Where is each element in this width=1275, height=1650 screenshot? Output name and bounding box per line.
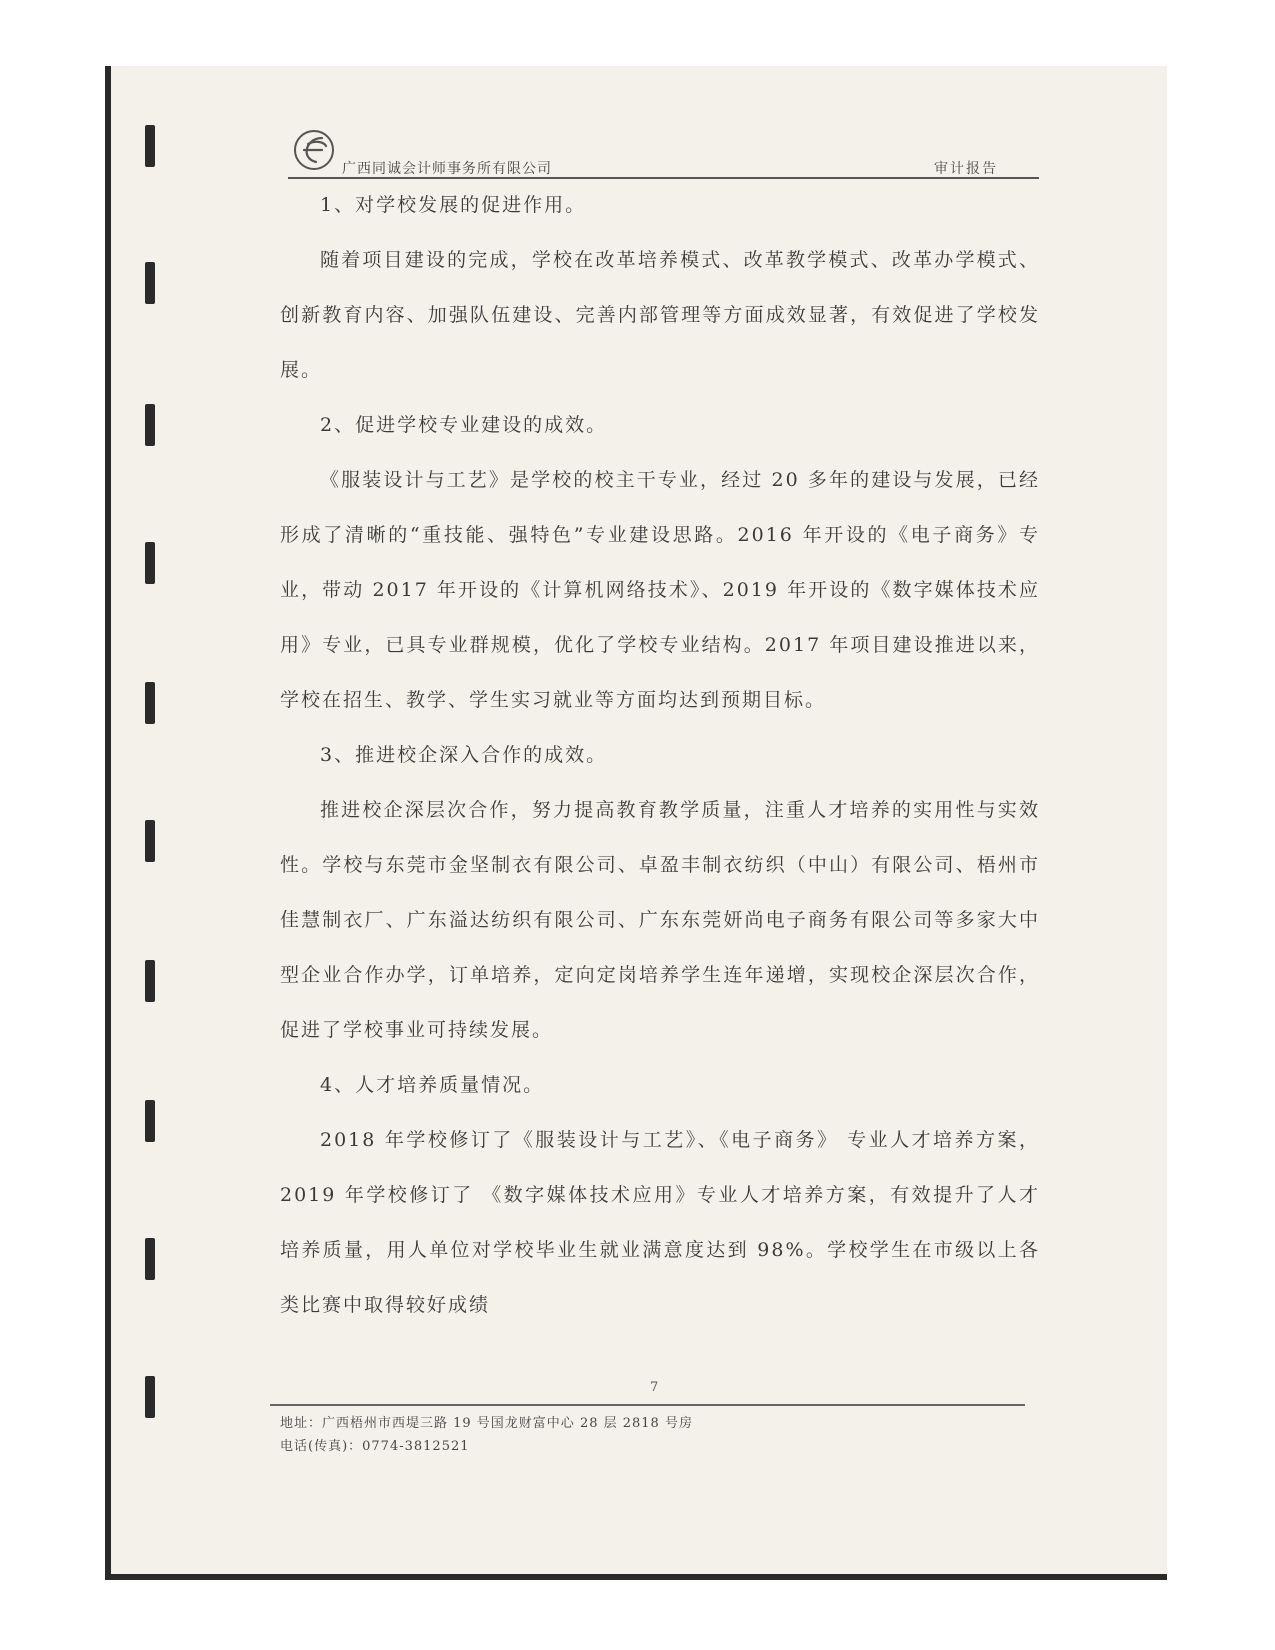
binding-hole: [145, 1100, 155, 1142]
binding-hole: [145, 682, 155, 724]
body-paragraph: 随着项目建设的完成，学校在改革培养模式、改革教学模式、改革办学模式、创新教育内容、加强队伍建设、完善内部管理等方面成效显著，有效促进了学校发展。: [280, 249, 1040, 381]
footer-phone: 电话(传真)：0774-3812521: [280, 1439, 470, 1454]
binding-hole: [145, 820, 155, 862]
binding-hole: [145, 125, 155, 167]
document-body: [280, 178, 1040, 1333]
binding-hole: [145, 1376, 155, 1418]
section-heading: 2、促进学校专业建设的成效。: [320, 414, 608, 436]
company-name: 广西同诚会计师事务所有限公司: [342, 161, 552, 177]
page-number: 7: [650, 1380, 659, 1395]
body-paragraph: 《服装设计与工艺》是学校的校主干专业，经过 20 多年的建设与发展，已经形成了清晰的“重技能、强特色”专业建设思路。2016 年开设的《电子商务》专业，带动 2017 年开设的《计算机网络技术》、2019 年开设的《数字媒体技术应用》专业，已具专业群规模，优化了学校专业结构。2017 年项目建设推进以来，学校在招生、教学、学生实习就业等方面均达到预期目标。: [280, 469, 1040, 711]
binding-hole: [145, 542, 155, 584]
binding-hole: [145, 1238, 155, 1280]
section-heading: 4、人才培养质量情况。: [320, 1074, 545, 1096]
section-heading: 3、推进校企深入合作的成效。: [320, 744, 608, 766]
footer-address: 地址：广西梧州市西堤三路 19 号国龙财富中心 28 层 2818 号房: [280, 1416, 693, 1431]
binding-hole: [145, 960, 155, 1002]
body-paragraph: 推进校企深层次合作，努力提高教育教学质量，注重人才培养的实用性与实效性。学校与东莞市金坚制衣有限公司、卓盈丰制衣纺织（中山）有限公司、梧州市佳慧制衣厂、广东溢达纺织有限公司、广东东莞妍尚电子商务有限公司等多家大中型企业合作办学，订单培养，定向定岗培养学生连年递增，实现校企深层次合作，促进了学校事业可持续发展。: [280, 799, 1040, 1041]
binding-hole: [145, 404, 155, 446]
footer-divider: [270, 1404, 1025, 1406]
report-title: 审计报告: [934, 161, 998, 177]
section-heading: 1、对学校发展的促进作用。: [320, 194, 587, 216]
body-paragraph: 2018 年学校修订了《服装设计与工艺》、《电子商务》 专业人才培养方案，2019 年学校修订了 《数字媒体技术应用》专业人才培养方案，有效提升了人才培养质量，用人单位对学校毕业生就业满意度达到 98%。学校学生在市级以上各类比赛中取得较好成绩: [280, 1129, 1040, 1316]
binding-hole: [145, 262, 155, 304]
page-header: [175, 62, 1039, 178]
company-logo-icon: [292, 128, 336, 172]
